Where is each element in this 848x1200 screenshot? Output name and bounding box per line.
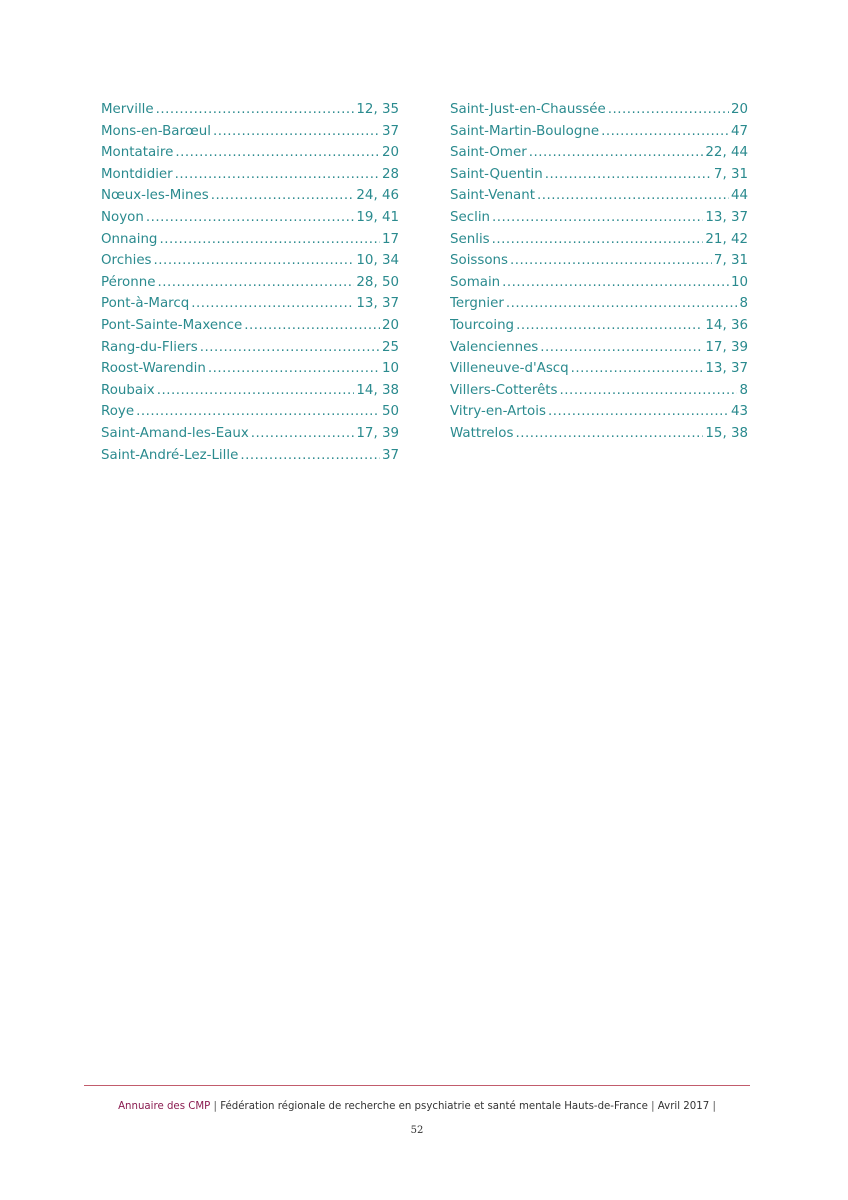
footer-rule: [84, 1085, 750, 1086]
index-entry-name: Onnaing: [101, 231, 158, 247]
index-entry: [450, 337, 748, 359]
index-entry-name: Merville: [101, 102, 154, 117]
index-entry-pages: 25: [381, 339, 399, 355]
index-entry-name: Roost-Warendin: [101, 361, 206, 377]
index-entry-pages: 28, 50: [356, 274, 399, 290]
index-entry-name: Roubaix: [101, 382, 155, 398]
index-entry-pages: 50: [381, 404, 399, 420]
index-entry-name: Somain: [450, 274, 501, 290]
dot-leader: [510, 250, 712, 272]
index-entry-pages: 17: [381, 231, 399, 247]
index-entry: [101, 337, 399, 359]
index-entry-pages: 10: [730, 274, 748, 290]
index-entry-pages: 43: [730, 404, 748, 420]
dot-leader: [251, 423, 355, 445]
index-entry-pages: 8: [739, 296, 748, 312]
dot-leader: [492, 229, 704, 251]
dot-leader: [529, 142, 704, 164]
index-entry-name: Villers-Cotterêts: [450, 382, 558, 398]
index-entry-pages: 13, 37: [356, 296, 399, 312]
index-entry: [450, 358, 748, 380]
dot-leader: [244, 315, 380, 337]
index-entry-name: Valenciennes: [450, 339, 539, 355]
index-entry: [101, 358, 399, 380]
index-entry-pages: 21, 42: [705, 231, 748, 247]
dot-leader: [175, 164, 380, 186]
index-entry: [101, 142, 399, 164]
index-entry-pages: 20: [381, 317, 399, 333]
index-entry-name: Montataire: [101, 145, 174, 161]
dot-leader: [157, 272, 354, 294]
dot-leader: [560, 380, 738, 402]
index-entry-pages: 20: [381, 145, 399, 161]
index-entry-pages: 17, 39: [705, 339, 748, 355]
index-entry-name: Vitry-en-Artois: [450, 404, 546, 420]
footer-brand: Annuaire des CMP: [118, 1101, 211, 1112]
footer-line: [84, 1101, 750, 1112]
index-entry-pages: 12, 35: [356, 102, 399, 117]
index-entry-name: Péronne: [101, 274, 156, 290]
index-entry-name: Tourcoing: [450, 317, 515, 333]
index-entry-pages: 37: [381, 447, 399, 463]
index-entry-pages: 17, 39: [356, 425, 399, 441]
index-entry-pages: 7, 31: [713, 253, 748, 269]
index-entry-name: Saint-André-Lez-Lille: [101, 447, 239, 463]
index-entry: [450, 229, 748, 251]
index-entry: [101, 229, 399, 251]
dot-leader: [156, 99, 355, 121]
index-entry-name: Soissons: [450, 253, 509, 269]
index-entry: [101, 293, 399, 315]
index-entry-pages: 22, 44: [705, 145, 748, 161]
index-entry-pages: 20: [730, 102, 748, 117]
footer-separator: |: [651, 1101, 655, 1112]
dot-leader: [240, 445, 380, 467]
index-entry-name: Saint-Quentin: [450, 166, 543, 182]
index-entry-pages: 37: [381, 123, 399, 139]
index-entry-name: Saint-Omer: [450, 145, 527, 161]
index-entry: [450, 315, 748, 337]
index-entry-pages: 7, 31: [713, 166, 748, 182]
index-entry: [101, 185, 399, 207]
index-column-left: [101, 99, 399, 466]
index-entry: [450, 142, 748, 164]
index-entry-pages: 19, 41: [356, 209, 399, 225]
dot-leader: [157, 380, 355, 402]
index-entry: [101, 315, 399, 337]
index-entry: [101, 445, 399, 467]
index-entry-name: Saint-Just-en-Chaussée: [450, 102, 606, 117]
index-entry-name: Roye: [101, 404, 135, 420]
dot-leader: [146, 207, 355, 229]
index-entry-pages: 14, 36: [705, 317, 748, 333]
dot-leader: [154, 250, 355, 272]
index-entry: [101, 207, 399, 229]
index-entry-name: Pont-Sainte-Maxence: [101, 317, 243, 333]
index-entry-pages: 28: [381, 166, 399, 182]
index-entry: [450, 401, 748, 423]
index-entry-name: Nœux-les-Mines: [101, 188, 209, 204]
footer-separator: |: [213, 1101, 217, 1112]
dot-leader: [571, 358, 704, 380]
dot-leader: [537, 185, 729, 207]
dot-leader: [208, 358, 380, 380]
index-entry-name: Pont-à-Marcq: [101, 296, 190, 312]
footer-date: Avril 2017: [657, 1101, 710, 1112]
footer-separator: |: [712, 1101, 716, 1112]
index-entry-pages: 10: [381, 361, 399, 377]
index-entry: [450, 380, 748, 402]
index-entry-name: Villeneuve-d'Ascq: [450, 361, 569, 377]
index-entry: [101, 164, 399, 186]
index-entry: [450, 423, 748, 445]
index-entry: [450, 250, 748, 272]
index-entry: [450, 99, 748, 121]
index-entry-pages: 44: [730, 188, 748, 204]
index-entry-name: Montdidier: [101, 166, 173, 182]
dot-leader: [213, 121, 380, 143]
index-entry: [450, 164, 748, 186]
index-entry: [101, 250, 399, 272]
dot-leader: [545, 164, 712, 186]
dot-leader: [601, 121, 729, 143]
index-entry-pages: 8: [739, 382, 748, 398]
dot-leader: [608, 99, 729, 121]
index-entry-name: Senlis: [450, 231, 490, 247]
index-entry-pages: 10, 34: [356, 253, 399, 269]
index-entry-pages: 13, 37: [705, 361, 748, 377]
index-entry-name: Rang-du-Fliers: [101, 339, 198, 355]
footer-organization: Fédération régionale de recherche en psychiatrie et santé mentale Hauts-de-France: [220, 1101, 648, 1112]
index-entry-name: Wattrelos: [450, 425, 514, 441]
dot-leader: [506, 293, 738, 315]
dot-leader: [175, 142, 380, 164]
dot-leader: [502, 272, 729, 294]
dot-leader: [515, 423, 703, 445]
index-entry-name: Orchies: [101, 253, 152, 269]
index-column-right: [450, 99, 748, 445]
index-entry-pages: 47: [730, 123, 748, 139]
index-entry: [101, 423, 399, 445]
index-entry-name: Saint-Venant: [450, 188, 535, 204]
index-entry-pages: 15, 38: [705, 425, 748, 441]
index-entry: [101, 380, 399, 402]
index-entry-name: Tergnier: [450, 296, 504, 312]
index-entry-name: Mons-en-Barœul: [101, 123, 211, 139]
index-entry-name: Saint-Amand-les-Eaux: [101, 425, 249, 441]
index-entry: [101, 272, 399, 294]
index-entry: [450, 185, 748, 207]
index-entry: [450, 272, 748, 294]
index-entry: [450, 207, 748, 229]
index-entry: [101, 401, 399, 423]
index-entry-name: Saint-Martin-Boulogne: [450, 123, 600, 139]
index-entry-name: Seclin: [450, 209, 491, 225]
dot-leader: [516, 315, 703, 337]
dot-leader: [159, 229, 380, 251]
index-entry: [101, 99, 399, 121]
index-entry-pages: 24, 46: [356, 188, 399, 204]
dot-leader: [136, 401, 380, 423]
dot-leader: [191, 293, 354, 315]
index-entry: [450, 293, 748, 315]
index-entry-pages: 14, 38: [356, 382, 399, 398]
dot-leader: [548, 401, 729, 423]
dot-leader: [211, 185, 355, 207]
index-entry-pages: 13, 37: [705, 209, 748, 225]
dot-leader: [540, 337, 703, 359]
index-entry-name: Noyon: [101, 209, 144, 225]
page-number: 52: [410, 1125, 424, 1136]
index-entry: [450, 121, 748, 143]
index-entry: [101, 121, 399, 143]
dot-leader: [200, 337, 380, 359]
dot-leader: [492, 207, 703, 229]
